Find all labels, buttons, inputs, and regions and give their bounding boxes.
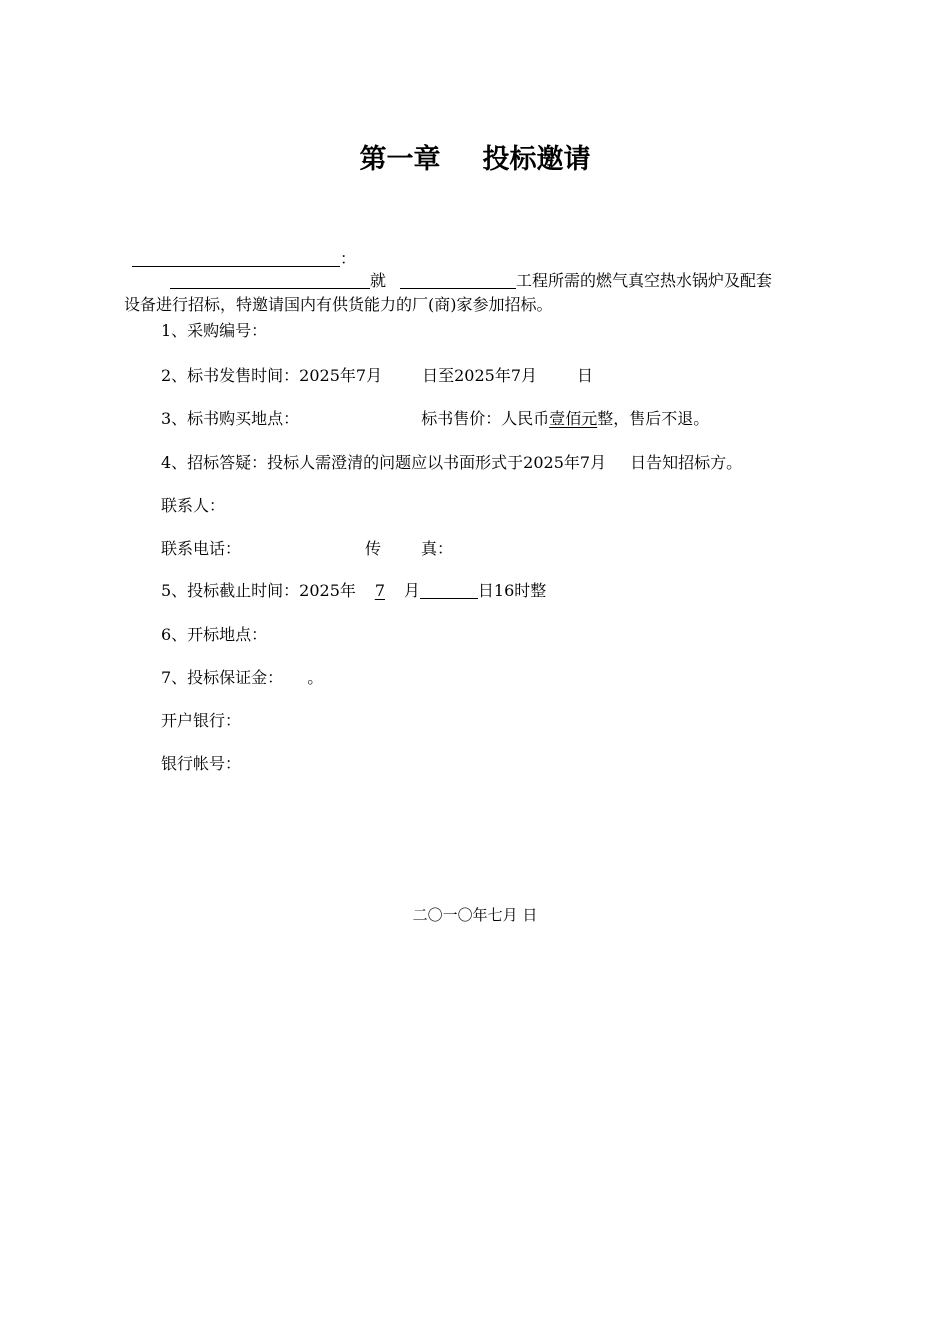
item-deadline: 5、投标截止时间：2025年 7 月 日16时整	[161, 581, 547, 600]
chapter-number: 第一章	[359, 144, 441, 175]
intro-rest: 工程所需的燃气真空热水锅炉及配套	[516, 271, 773, 290]
item-opening-place: 6、开标地点：	[161, 625, 268, 644]
contact-person: 联系人：	[161, 496, 226, 515]
project-blank	[400, 270, 516, 289]
chapter-name: 投标邀请	[482, 144, 591, 175]
salutation-line	[132, 248, 356, 270]
item-procurement-number: 1、采购编号：	[161, 321, 268, 340]
bank-name: 开户银行：	[161, 711, 242, 730]
item-sale-time: 2、标书发售时间：2025年7月 日至2025年7月 日	[161, 366, 594, 385]
intro-jiu: 就	[370, 271, 387, 290]
bank-account: 银行帐号：	[161, 754, 242, 773]
contact-phone-fax: 联系电话： 传 真：	[161, 539, 454, 558]
price-value: 壹佰元	[549, 409, 598, 428]
recipient-blank	[132, 248, 340, 267]
deadline-day-blank	[420, 580, 478, 599]
item-purchase-place: 3、标书购买地点： 标书售价：人民币壹佰元整，售后不退。	[161, 409, 710, 428]
document-date: 二〇一〇年七月 日	[412, 906, 538, 924]
intro-line-1	[170, 270, 772, 292]
item-clarification: 4、招标答疑：投标人需澄清的问题应以书面形式于2025年7月 日告知招标方。	[161, 453, 743, 472]
salutation-colon: ：	[340, 249, 357, 268]
tenderer-blank	[170, 270, 370, 289]
chapter-title	[0, 140, 950, 180]
deadline-month: 7	[374, 581, 385, 600]
item-deposit: 7、投标保证金： 。	[161, 668, 324, 687]
intro-line-2: 设备进行招标，特邀请国内有供货能力的厂(商)家参加招标。	[124, 295, 553, 314]
